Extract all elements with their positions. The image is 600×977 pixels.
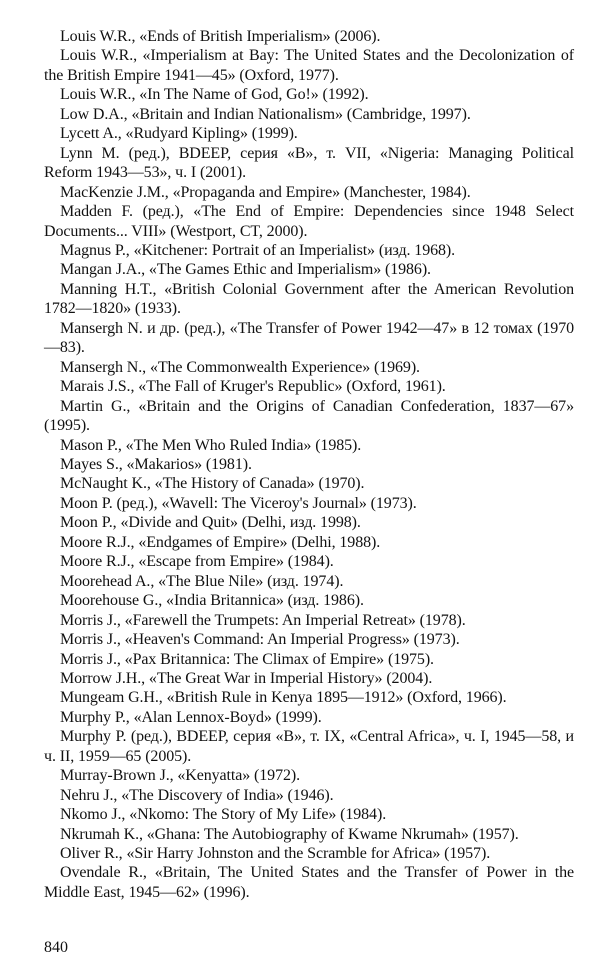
bibliography-entry: Murphy P. (ред.), BDEEP, серия «B», т. IX, «Central Africa», ч. I, 1945—58, и ч. II, 1959—65 (2005). (44, 728, 574, 765)
bibliography-entry: Marais J.S., «The Fall of Kruger's Republic» (Oxford, 1961). (60, 378, 446, 396)
bibliography-entry: Morris J., «Heaven's Command: An Imperial Progress» (1973). (60, 631, 460, 649)
bibliography-entry: Oliver R., «Sir Harry Johnston and the Scramble for Africa» (1957). (60, 845, 491, 863)
bibliography-entry: Louis W.R., «Imperialism at Bay: The United States and the Decolonization of the British Empire 1941—45» (Oxford, 1977). (44, 47, 574, 84)
bibliography-entry: Lynn M. (ред.), BDEEP, серия «B», т. VII, «Nigeria: Managing Political Reform 1943—53», ч. I (2001). (44, 144, 574, 182)
bibliography-entry: Louis W.R., «In The Name of God, Go!» (1992). (60, 86, 369, 104)
bibliography-entry: Moon P., «Divide and Quit» (Delhi, изд. 1998). (60, 514, 361, 532)
bibliography-entry: Low D.A., «Britain and Indian Nationalism» (Cambridge, 1997). (60, 105, 471, 123)
bibliography-entry: Murphy P., «Alan Lennox-Boyd» (1999). (60, 708, 322, 726)
bibliography-entry: Mungeam G.H., «British Rule in Kenya 1895—1912» (Oxford, 1966). (60, 689, 507, 707)
bibliography-entry: Manning H.T., «British Colonial Government after the American Revolution 1782—1820» (1933). (44, 280, 574, 318)
bibliography-entry: Magnus P., «Kitchener: Portrait of an Imperialist» (изд. 1968). (60, 241, 456, 259)
bibliography-entry: McNaught K., «The History of Canada» (1970). (60, 475, 365, 493)
bibliography-entry: Nkrumah K., «Ghana: The Autobiography of Kwame Nkrumah» (1957). (60, 825, 519, 843)
bibliography-entry: Mason P., «The Men Who Ruled India» (1985). (60, 436, 362, 454)
bibliography-entry: Mansergh N., «The Commonwealth Experience» (1969). (60, 358, 420, 376)
bibliography-entry: Mansergh N. и др. (ред.), «The Transfer of Power 1942—47» в 12 томах (1970—83). (44, 319, 574, 357)
bibliography-entry: Mayes S., «Makarios» (1981). (60, 455, 252, 473)
bibliography-entry: Murray-Brown J., «Kenyatta» (1972). (60, 767, 301, 785)
bibliography-entry: Moon P. (ред.), «Wavell: The Viceroy's Journal» (1973). (60, 494, 417, 512)
bibliography-entry: Nehru J., «The Discovery of India» (1946). (60, 786, 334, 804)
bibliography-entry: Nkomo J., «Nkomo: The Story of My Life» (1984). (60, 806, 387, 824)
page-number: 840 (44, 939, 68, 956)
bibliography-entry: Madden F. (ред.), «The End of Empire: Dependencies since 1948 Select Documents... VIII» (Westport, CT, 2000). (44, 203, 574, 240)
bibliography-entry: Morris J., «Farewell the Trumpets: An Imperial Retreat» (1978). (60, 611, 466, 629)
bibliography-entry: Louis W.R., «Ends of British Imperialism» (2006). (60, 28, 381, 45)
bibliography-entry: Morrow J.H., «The Great War in Imperial History» (2004). (60, 669, 433, 687)
bibliography-entry: Moorehouse G., «India Britannica» (изд. 1986). (60, 592, 364, 610)
bibliography-entry: Martin G., «Britain and the Origins of Canadian Confederation, 1837—67» (1995). (44, 397, 574, 435)
bibliography-list (44, 27, 574, 902)
bibliography-entry: Lycett A., «Rudyard Kipling» (1999). (60, 125, 298, 143)
bibliography-entry: Moore R.J., «Endgames of Empire» (Delhi, 1988). (60, 533, 381, 551)
bibliography-entry: Moore R.J., «Escape from Empire» (1984). (60, 553, 334, 571)
bibliography-entry: MacKenzie J.M., «Propaganda and Empire» (Manchester, 1984). (60, 183, 471, 201)
bibliography-entry: Moorehead A., «The Blue Nile» (изд. 1974). (60, 572, 344, 590)
bibliography-entry: Morris J., «Pax Britannica: The Climax of Empire» (1975). (60, 650, 434, 668)
bibliography-entry: Ovendale R., «Britain, The United States and the Transfer of Power in the Middle East, 1945—62» (1996). (44, 864, 574, 901)
bibliography-entry: Mangan J.A., «The Games Ethic and Imperialism» (1986). (60, 261, 431, 279)
